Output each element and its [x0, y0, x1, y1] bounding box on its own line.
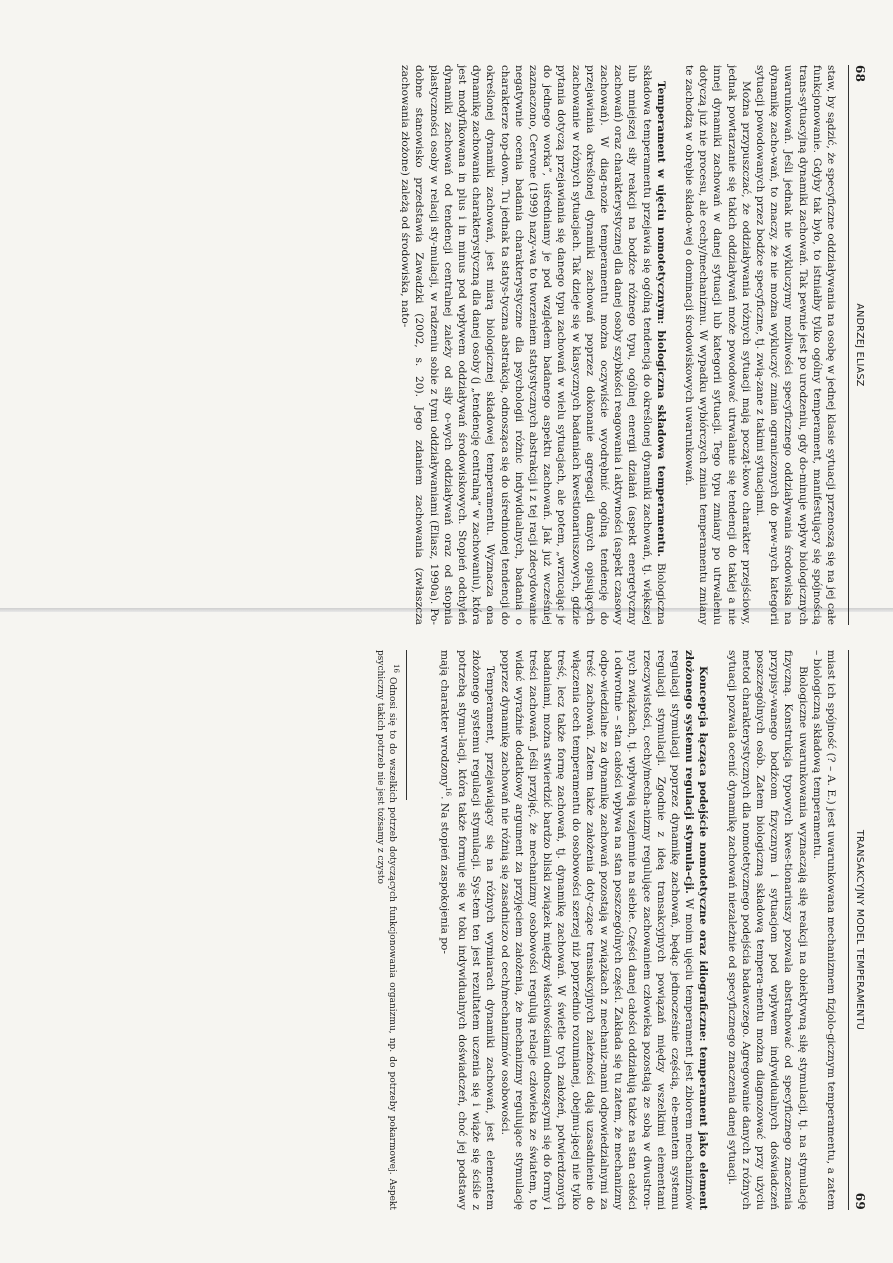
right-paragraph-2: Biologiczne uwarunkowania wyznaczają siłę reakcji na obiektywną siłę stymulacji, tj. na stymulację fizyczną. Konstrukcja typowych kwes-tionariuszy pozwala abstrahować od specyficznego znaczenia przypisy-wanego bodźcom fizycznym i sytuacjom pod wpływem indywidualnych doświadczeń poszczególnych osób. Zatem biologiczną składową tempera-mentu można diagnozować przy użyciu metod charakterystycznych dla nomotetycznego podejścia badawczego. Agregowanie danych z różnych sytuacji pozwala ocenić dynamikę zachowań niezależnie od specyficznego znaczenia danej sytuacji. — [725, 650, 809, 1210]
footnote — [374, 650, 402, 1210]
footnote-rule — [406, 650, 407, 800]
right-paragraph-last-text: Temperament, przejawiający się na różnych wymiarach dynamiki zachowań, jest elementem złożonego systemu regulacji stymulacji. Sys-tem ten jest rezultatem uczenia się i wiąże się ściśle z potrzebą stymu-lacji, która także formuje się w toku indywidualnych doświadczeń, choć jej podstawy mają charakter wrodzony — [438, 650, 497, 1210]
left-page-header — [848, 65, 871, 625]
left-running-head: ANDRZEJ ELIASZ — [854, 303, 865, 387]
left-page-number: 68 — [853, 65, 867, 83]
right-section-lead: Koncepcja łącząca podejście nomotetyczne oraz idiograficzne: temperament jako element złożonego systemu regulacji stymula-cji. — [683, 650, 710, 1210]
footnote-reference: 16 — [443, 787, 452, 797]
left-page — [21, 65, 871, 625]
right-page-header — [848, 650, 871, 1210]
right-paragraph-last-tail: . Na stopień zaspokojenia po- — [438, 796, 451, 955]
left-paragraph-1: staw, by sądzić, że specyficzne oddziaływania na osobę w jednej klasie sytuacji przenoszą się na jej całe funkcjonowanie. Gdyby tak było, to istniałby tylko ogólny temperament, manifestujący się spójnością trans-sytuacyjną dynamiki zachowań. Tak pewnie jest po urodzeniu, gdy do-minuje wpływ biologicznych uwarunkowań. Jeśli jednak nie wykluczymy możliwości specyficznego oddziaływania środowiska na dynamikę zacho-wań, to znaczy, że nie można wykluczyć zmian ograniczonych do pew-nych kategorii sytuacji powodowanych przez bodźce specyficzne, tj. zwią-zane z takimi sytuacjami. — [753, 65, 837, 625]
right-page-body — [374, 650, 838, 1210]
right-section — [497, 650, 710, 1210]
left-paragraph-2: Można przypuszczać, że oddziaływania różnych sytuacji mają począt-kowo charakter przejściowy, jednak powtarzanie się takich oddziaływań może powodować utrwalanie się tendencji do takiej a nie innej dynamiki zachowań w danej sytuacji lub kategorii sytuacji. Tego typu zmiany po utrwaleniu dotyczą już nie procesu, ale cechy/mechanizmu. W wypadku wybiórczych zmian temperamentu zmiany te zachodzą w obrębie składo-wej o dominacji środowiskowych uwarunkowań. — [682, 65, 752, 625]
left-page-body — [398, 65, 838, 625]
footnote-text: Odnosi się to do wszelkich potrzeb dotyczących funkcjonowania organizmu, np. do potrzeby pokarmowej. Aspekt psychiczny takich potrzeb nie jest tożsamy z czysto — [374, 650, 397, 1210]
right-paragraph-last — [437, 650, 497, 1210]
right-running-head: TRANSAKCYJNY MODEL TEMPERAMENTU — [854, 829, 865, 1031]
footnote-number: 16 — [391, 664, 400, 673]
right-paragraph-1: miast ich spójność (? – A. E.) jest uwarunkowana mechanizmem fizjolo-gicznym temperamentu, a zatem – biologiczną składową temperamentu. — [810, 650, 837, 1210]
left-section-lead: Temperament w ujęciu nomotetycznym: biologiczna składowa temperamentu. — [654, 81, 667, 557]
right-section-text: W moim ujęciu temperament jest zbiorem mechanizmów regulacji stymulacji poprzez dynamikę zachowań, będąc jednocześnie częścią, ele-mentem systemu regulacji stymulacji. Zgodnie z ideą transakcyjnych powiązań między wszelkimi elementami rzeczywistości, cechy/mecha-nizmy regulujące zachowaniem człowieka pozostają ze sobą w dwustron-nych związkach, tj. wpływają wzajemnie na siebie. Części danej całości oddziałują także na stan całości i odwrotnie – stan całości wpływa na stan poszczególnych części. Zakłada się tu zatem, że mechanizmy odpo-wiedzialne za dynamikę zachowań pozostają w związkach z mechaniz-mami odpowiedzialnymi za treść zachowań. Zatem także założenia doty-czące transakcyjnych zależności dają uzasadnienie do włączenia cech temperamentu do osobowości szerzej niż poprzednio rozumianej, obejmu-jącej nie tylko treść, lecz także formę zachowań, tj. dynamikę zachowań. W świetle tych założeń, potwierdzonych badaniami, można stwierdzić bardzo bliski związek między właściwościami odnoszącymi się do formy i treści zachowań. Jeśli przyjąć, że mechanizmy osobowości regulują relacje człowieka ze światem, to widać wyraźnie dodatkowy argument za przyjęciem założenia, że mechanizmy regulujące stymulację poprzez dynamikę zachowań nie różnią się zasadniczo od cech/mechanizmów osobowości. — [498, 650, 696, 1210]
right-page — [21, 650, 871, 1210]
left-section-text: Biologiczna składowa temperamentu przejawia się ogólną tendencją do określonej dynamiki zachowań, tj. większej lub mniejszej siły reakcji na bodźce różnego typu, ogólnej energii działań (aspekt energetyczny zachowań) oraz charakterystycznej dla danej osoby szybkości reagowania i aktywności (aspekt czasowy zachowań). W diag-nozie temperamentu można oczywiście wyodrębnić ogólną tendencję do przejawiania określonej dynamiki zachowań poprzez dokonanie agregacji danych opisujących zachowanie w różnych sytuacjach. Tak dzieje się w klasycznych badaniach kwestionariuszowych, gdzie pytania dotyczą przejawiania się danego typu zachowań w wielu sytuacjach, ale potem, „wrzucając je do jednego worka”, uśredniamy je pod względem badanego aspektu zachowań. Jak już wcześniej zaznaczono, Cervone (1999) nazy-wa to tworzeniem statystycznych abstrakcji i z tej racji zdecydowanie negatywnie ocenia badania charakterystyczne dla psychologii różnic indywidualnych, badania o charakterze top-down. Tu jednak ta statys-tyczna abstrakcja, odnosząca się do uśrednionej tendencji do określonej dynamiki zachowań, jest miarą biologicznej składowej temperamentu. Wyznacza ona dynamikę zachowania charakterystyczną dla danej osoby (j „tendencję centralną” w zachowaniu), która jest modyfikowana in plus i in minus pod wpływem oddziaływań środowiskowych. Stopień odchyleń dynamiki zachowań od tendencji centralnej zależy od siły o-wych oddziaływań oraz od stopnia plastyczności osoby w relacji sty-mulacji, w radzeniu sobie z tymi oddziaływaniami (Eliasz, 1990a). Po-dobne stanowisko przedstawia Zawadzki (2002, s. 20). Jego zdaniem zachowania (zwłaszcza zachowania złożone) zależą od środowiska, nato- — [399, 65, 667, 625]
left-section — [398, 65, 668, 625]
right-page-number: 69 — [853, 1192, 867, 1210]
